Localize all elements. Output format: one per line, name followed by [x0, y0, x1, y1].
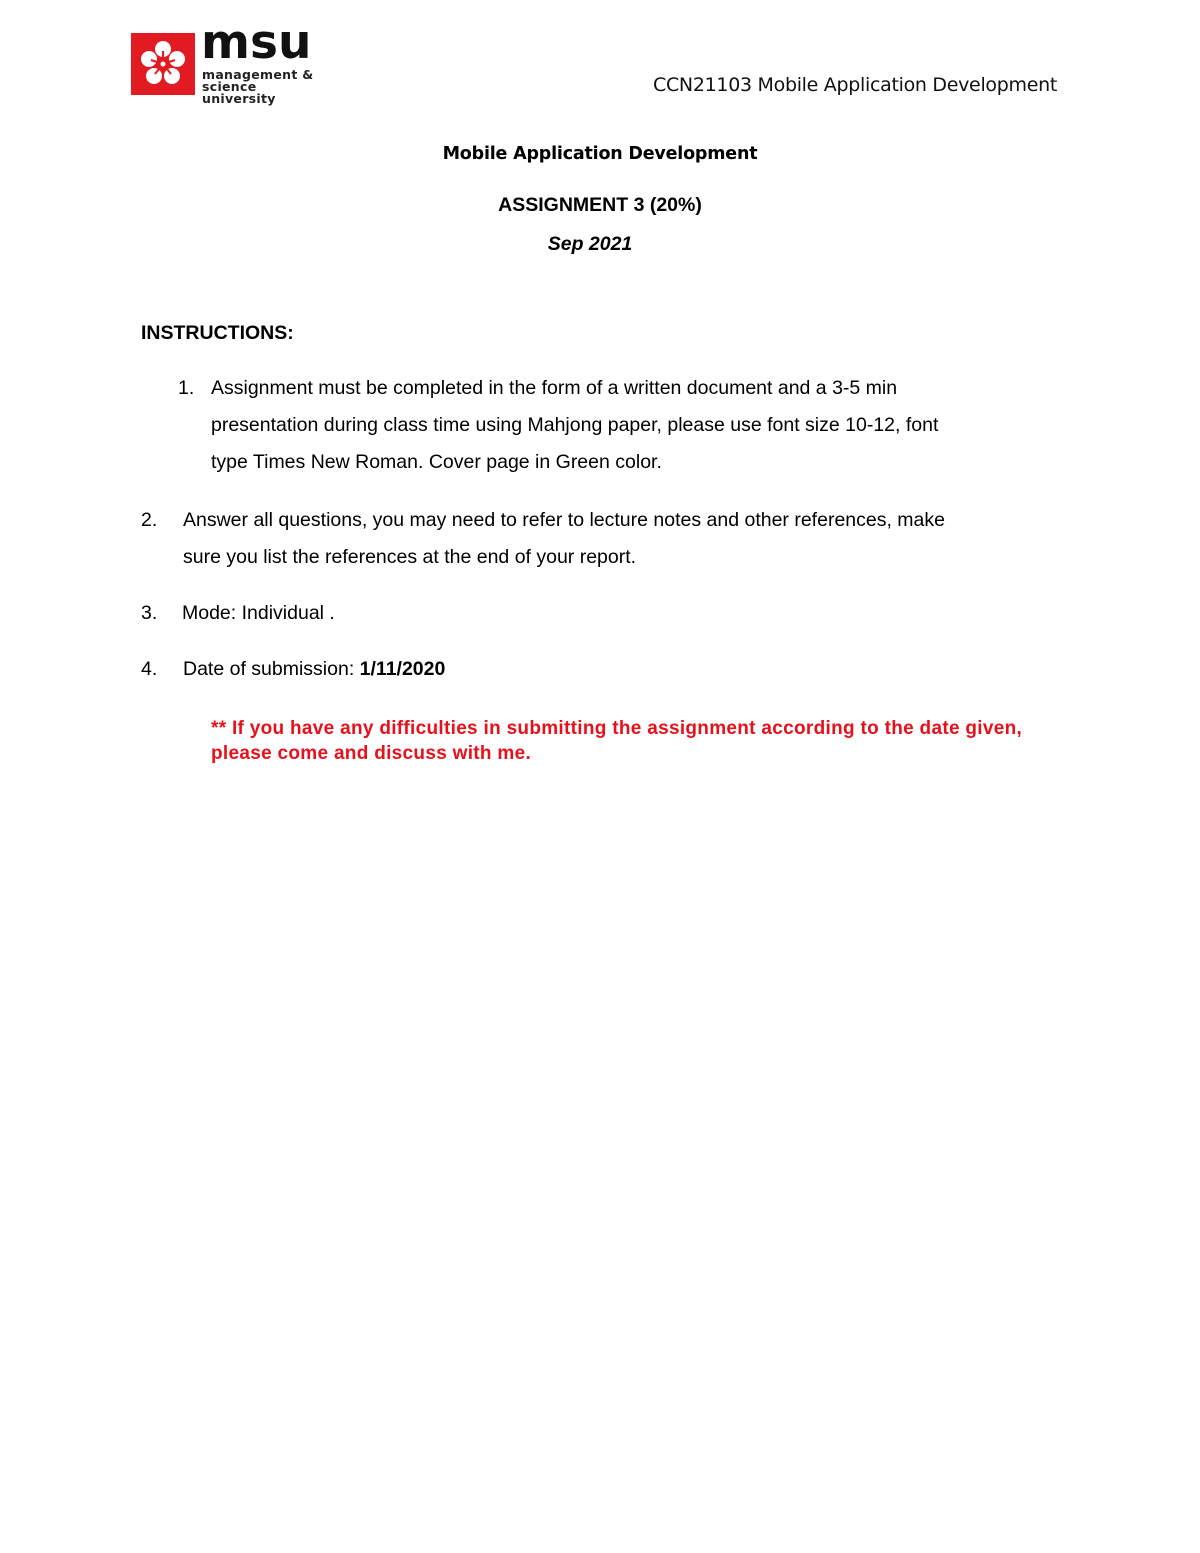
- term-label: Sep 2021: [547, 233, 633, 255]
- item-text-line: presentation during class time using Mahjong paper, please use font size 10-12, font: [211, 414, 939, 436]
- logo-tagline: [202, 69, 321, 105]
- item-text-line: Mode: Individual .: [182, 602, 335, 624]
- hibiscus-logo-icon: [131, 33, 195, 95]
- item-text-line: Assignment must be completed in the form of a written document and a 3-5 min: [211, 377, 898, 399]
- warning-note: ** If you have any difficulties in submitting the assignment according to the date given, please come and discuss with me.: [211, 718, 1023, 764]
- logo-tagline-line1: management &: [202, 67, 314, 82]
- submission-label: Date of submission:: [183, 658, 360, 680]
- item-number: 4.: [141, 658, 158, 680]
- submission-date: 1/11/2020: [359, 658, 446, 680]
- item-number: 2.: [141, 509, 158, 531]
- item-text-line: sure you list the references at the end of your report.: [183, 546, 637, 568]
- item-number: 3.: [141, 602, 158, 624]
- item-text-line: type Times New Roman. Cover page in Green color.: [211, 451, 662, 473]
- assignment-title: ASSIGNMENT 3 (20%): [498, 194, 702, 216]
- item-text-line: Answer all questions, you may need to refer to lecture notes and other references, make: [183, 509, 945, 531]
- submission-date-line: [183, 651, 445, 688]
- item-number: 1.: [178, 377, 195, 399]
- course-code-header: CCN21103 Mobile Application Development: [653, 74, 1057, 96]
- course-title: Mobile Application Development: [442, 144, 758, 164]
- instructions-heading: INSTRUCTIONS:: [141, 322, 294, 344]
- logo-wordmark: msu: [201, 15, 312, 70]
- logo-tagline-line2: science university: [202, 79, 276, 106]
- msu-logo: [131, 15, 321, 106]
